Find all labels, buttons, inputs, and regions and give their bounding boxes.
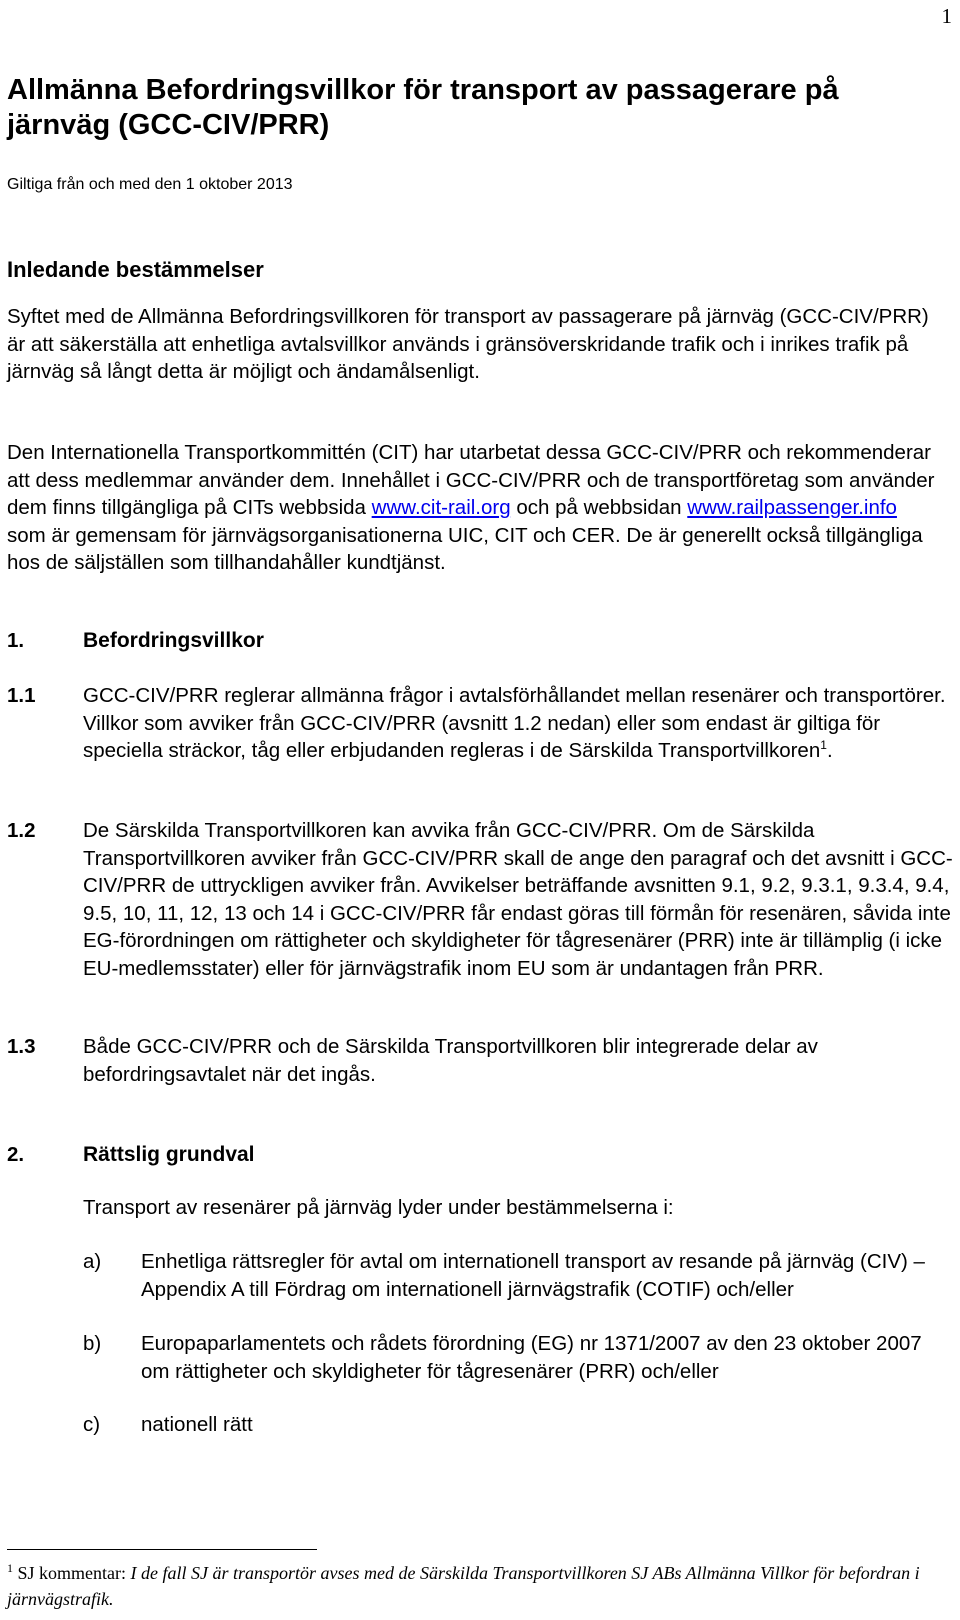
clause-1-3-text: Både GCC-CIV/PRR och de Särskilda Transportvillkoren blir integrerade delar av befordringsavtalet när det ingås. <box>83 1035 818 1086</box>
clause-1-1-text <box>83 682 953 765</box>
railpassenger-link[interactable]: www.railpassenger.info <box>687 496 897 519</box>
clause-1-1-end: . <box>826 739 833 762</box>
clause-1-3-number: 1.3 <box>7 1035 36 1058</box>
footnote-separator <box>7 1549 317 1550</box>
intro-paragraph-2 <box>7 439 937 577</box>
section-2-heading: Rättslig grundval <box>83 1143 255 1166</box>
list-item-a-text: Enhetliga rättsregler för avtal om internationell transport av resande på järnväg (CIV) – Appendix A till Fördrag om internationell järnvägstrafik (COTIF) och/eller <box>141 1250 925 1301</box>
list-item-a-letter: a) <box>83 1250 102 1273</box>
clause-1-1-number: 1.1 <box>7 684 36 707</box>
intro-heading: Inledande bestämmelser <box>7 257 264 282</box>
section-1-heading: Befordringsvillkor <box>83 629 264 652</box>
intro-paragraph-1: Syftet med de Allmänna Befordringsvillkoren för transport av passagerare på järnväg (GCC-CIV/PRR) är att säkerställa att enhetliga avtalsvillkor används i gränsöverskridande trafik och i inrikes trafik på järnväg så långt detta är möjligt och ändamålsenligt. <box>7 305 929 383</box>
footnote <box>7 1560 937 1612</box>
footnote-text: I de fall SJ är transportör avses med de Särskilda Transportvillkoren SJ ABs Allmänna Villkor för befordran i järnvägstrafik. <box>7 1563 920 1609</box>
footnote-label: SJ kommentar: <box>17 1563 131 1583</box>
clause-1-2-text: De Särskilda Transportvillkoren kan avvika från GCC-CIV/PRR. Om de Särskilda Transportvillkoren avviker från GCC-CIV/PRR skall de ange den paragraf och det avsnitt i GCC-CIV/PRR de uttryckligen avviker från. Avvikelser beträffande avsnitten 9.1, 9.2, 9.3.1, 9.3.4, 9.4, 9.5, 10, 11, 12, 13 och 14 i GCC-CIV/PRR får endast göras till förmån för resenären, såvida inte EG-förordningen om rättigheter och skyldigheter för tågresenärer (PRR) inte är tillämplig (i icke EU-medlemsstater) eller för järnvägstrafik inom EU som är undantagen från PRR. <box>83 819 953 980</box>
intro-paragraph-2-text-b: och på webbsidan <box>510 496 688 519</box>
section-1-number: 1. <box>7 629 25 652</box>
section-2-number: 2. <box>7 1143 25 1166</box>
list-item-b-letter: b) <box>83 1332 102 1355</box>
page-number: 1 <box>941 4 952 28</box>
clause-1-2-number: 1.2 <box>7 819 36 842</box>
list-item-b-text: Europaparlamentets och rådets förordning (EG) nr 1371/2007 av den 23 oktober 2007 om rättigheter och skyldigheter för tågresenärer (PRR) och/eller <box>141 1332 922 1383</box>
list-item-c-text: nationell rätt <box>141 1413 253 1436</box>
intro-paragraph-2-text-c: som är gemensam för järnvägsorganisationerna UIC, CIT och CER. De är generellt också tillgängliga hos de säljställen som tillhandahåller kundtjänst. <box>7 523 923 574</box>
clause-1-1-body: GCC-CIV/PRR reglerar allmänna frågor i avtalsförhållandet mellan resenärer och transportörer. Villkor som avviker från GCC-CIV/PRR (avsnitt 1.2 nedan) eller som endast är giltiga för speciella sträckor, tåg eller erbjudanden regleras i de Särskilda Transportvillkoren <box>83 684 946 762</box>
cit-rail-link[interactable]: www.cit-rail.org <box>371 496 511 519</box>
intro-paragraph-2-text-a: Den Internationella Transportkommittén (CIT) har utarbetat dessa GCC-CIV/PRR och rekommenderar att dess medlemmar använder dem. Innehållet i GCC-CIV/PRR och de transportföretag som använder dem finns tillgängliga på CITs webbsida <box>7 441 935 519</box>
footnote-ref: 1 <box>820 738 827 753</box>
section-2-intro: Transport av resenärer på järnväg lyder under bestämmelserna i: <box>83 1196 674 1219</box>
document-title: Allmänna Befordringsvillkor för transport av passagerare på järnväg (GCC-CIV/PRR) <box>7 74 839 141</box>
list-item-c-letter: c) <box>83 1413 101 1436</box>
footnote-marker: 1 <box>7 1561 13 1575</box>
validity-date: Giltiga från och med den 1 oktober 2013 <box>7 176 293 193</box>
